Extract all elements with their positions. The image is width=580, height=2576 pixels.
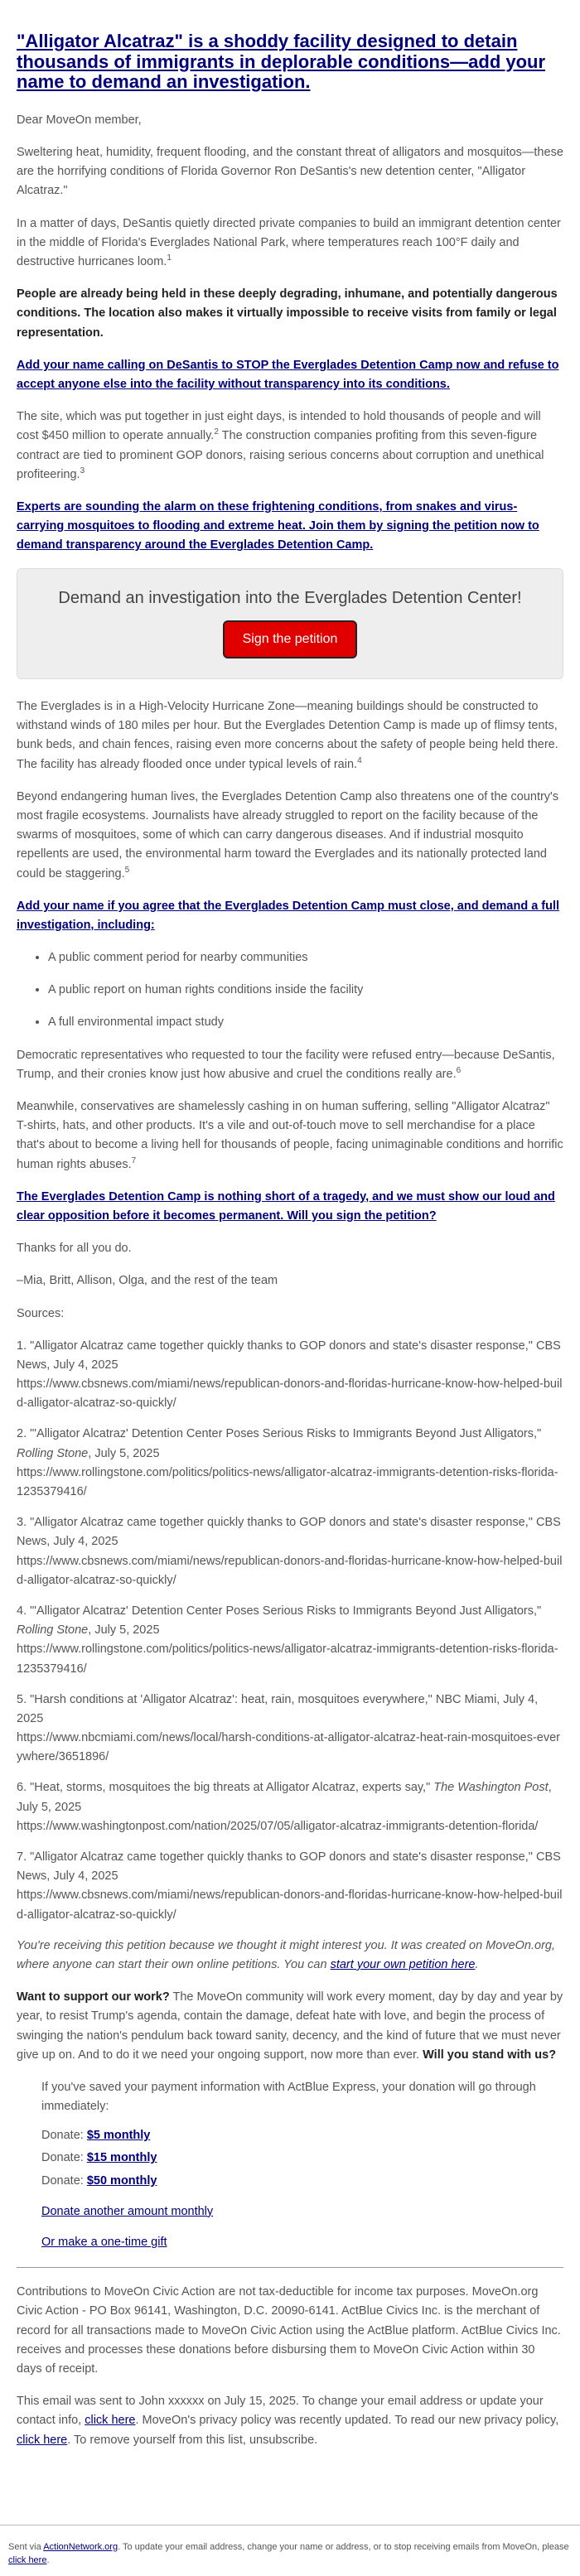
footnote-ref: 3 (80, 466, 85, 475)
source-number: 7. (17, 1850, 27, 1864)
donate-line (41, 2149, 563, 2168)
support-body: The MoveOn community will work every moment, day by day and year by year, to resist Trump's agenda, contain the damage, defeat hate with love, and begin the process of swinging the nation's pendulum back toward sanity, decency, and the kind of future that we must never give up on. And to do it we need your ongoing support, now more than ever. (17, 1990, 563, 2062)
paragraph-text: The construction companies profiting from this seven-figure contract are tied to prominent GOP donors, raising serious concerns about corruption and unethical profiteering. (17, 429, 544, 481)
greeting: Dear MoveOn member, (17, 113, 142, 127)
footnote-ref: 7 (131, 1155, 137, 1165)
donate-line (41, 2172, 563, 2191)
support-paragraph (17, 1988, 563, 2065)
source-publication: Rolling Stone (17, 1446, 89, 1460)
donate-5-monthly-link[interactable]: $5 monthly (86, 2129, 151, 2143)
action-network-link[interactable]: ActionNetwork.org (43, 2541, 118, 2552)
cta-tragedy (17, 1188, 563, 1226)
source-title: "'Alligator Alcatraz' Detention Center Poses Serious Risks to Immigrants Beyond Just Alligators," (30, 1427, 542, 1441)
source-url: https://www.cbsnews.com/miami/news/republican-donors-and-floridas-hurricane-know-how-helped-build-alligator-alcatraz-so-quickly/ (17, 1377, 563, 1411)
source-publication: CBS News (17, 1516, 561, 1549)
source-url: https://www.washingtonpost.com/nation/2025/07/05/alligator-alcatraz-immigrants-detention-florida/ (17, 1819, 539, 1833)
source-item: 1. "Alligator Alcatraz came together quickly thanks to GOP donors and state's disaster response," CBS News, July 4, 2025 https://www.cbsnews.com/miami/news/republican-donors-and-floridas-hurricane-know-how-helped-build-alligator-alcatraz-so-quickly/ (17, 1339, 563, 1411)
source-item: 5. "Harsh conditions at 'Alligator Alcatraz': heat, rain, mosquitoes everywhere," NBC Miami, July 4, 2025 https://www.nbcmiami.com/news/local/harsh-conditions-at-alligator-alcatraz-heat-rain-mosquitoes-everywhere/3651896/ (17, 1692, 560, 1764)
donate-50-monthly-link[interactable]: $50 monthly (86, 2173, 157, 2188)
sources-list (17, 1337, 563, 1925)
donate-line (41, 2126, 563, 2145)
donate-other-amount-link[interactable]: Donate another amount monthly (41, 2204, 214, 2218)
paragraph-cost (17, 408, 563, 485)
source-publication: Rolling Stone (17, 1623, 89, 1638)
source-url: https://www.cbsnews.com/miami/news/republican-donors-and-floridas-hurricane-know-how-helped-build-alligator-alcatraz-so-quickly/ (17, 1889, 563, 1922)
start-petition-link[interactable]: start your own petition here (330, 1957, 476, 1971)
source-title: "Heat, storms, mosquitoes the big threats at Alligator Alcatraz, experts say," (30, 1781, 431, 1795)
source-item: 4. "'Alligator Alcatraz' Detention Center Poses Serious Risks to Immigrants Beyond Just Alligators," Rolling Stone, July 5, 2025 https://www.rollingstone.com/politics/politics-news/alligator-alcatraz-immigrants-detention-risks-florida-1235379416/ (17, 1604, 558, 1676)
donate-once-line (41, 2233, 563, 2252)
cta-stop-camp-link[interactable]: Add your name calling on DeSantis to STOP the Everglades Detention Camp now and refuse to accept anyone else into the facility without transparency into its conditions. (17, 358, 559, 391)
headline-link[interactable]: "Alligator Alcatraz" is a shoddy facility designed to detain thousands of immigrants in deplorable conditions—add your name to demand an investigation. (17, 31, 546, 93)
donate-prefix: Donate: (41, 2173, 87, 2188)
footer-text: . To update your email address, change your name or address, or to stop receiving emails from MoveOn, please (118, 2541, 569, 2552)
source-publication: CBS News (17, 1850, 561, 1884)
one-time-gift-link[interactable]: Or make a one-time gift (41, 2236, 167, 2250)
footer-text: . (46, 2555, 50, 2566)
receiving-note-text: You're receiving this petition because we thought it might interest you. It was created on MoveOn.org, where anyone can start their own online petitions. You can (17, 1938, 555, 1971)
source-item: 2. "'Alligator Alcatraz' Detention Center Poses Serious Risks to Immigrants Beyond Just Alligators," Rolling Stone, July 5, 2025 https://www.rollingstone.com/politics/politics-news/alligator-alcatraz-immigrants-detention-risks-florida-1235379416/ (17, 1427, 558, 1499)
footer (0, 2525, 580, 2576)
support-lead: Want to support our work? (17, 1990, 170, 2004)
source-date: July 5, 2025 (94, 1446, 160, 1460)
source-title: "Harsh conditions at 'Alligator Alcatraz': heat, rain, mosquitoes everywhere," (30, 1692, 433, 1706)
receiving-note-end: . (475, 1957, 479, 1971)
source-number: 5. (17, 1692, 27, 1706)
source-url: https://www.rollingstone.com/politics/politics-news/alligator-alcatraz-immigrants-detention-risks-florida-1235379416/ (17, 1643, 558, 1676)
paragraph-text: The site, which was put together in just eight days, is intended to hold thousands of people and will cost $450 million to operate annually. (17, 410, 541, 443)
donate-block (17, 2078, 563, 2252)
paragraph-refused-entry (17, 1046, 563, 1084)
source-date: July 4, 2025 (53, 1358, 118, 1372)
source-date: July 4, 2025 (17, 1692, 539, 1725)
paragraph-ecosystem (17, 788, 563, 884)
donate-other-line (41, 2202, 563, 2221)
footnote-ref: 4 (357, 755, 362, 765)
footer-click-here-link[interactable]: click here (8, 2555, 47, 2566)
legal-disclaimer: Contributions to MoveOn Civic Action are not tax-deductible for income tax purposes. MoveOn.org Civic Action - PO Box 96141, Washington, D.C. 20090-6141. ActBlue Civics Inc. is the merchant of record for all transactions made to MoveOn Civic Action using the ActBlue platform. ActBlue Civics Inc. receives and processes these donations before disbursing them to MoveOn Civic Action within 30 days of receipt. (17, 2285, 561, 2376)
paragraph-hurricane (17, 697, 563, 774)
paragraph-text: In a matter of days, DeSantis quietly directed private companies to build an immigrant detention center in the middle of Florida's Everglades National Park, where temperatures reach 100°F daily and destructive hurricanes loom. (17, 216, 561, 268)
signoff: –Mia, Britt, Allison, Olga, and the rest of the team (17, 1274, 278, 1288)
list-item: • A public report on human rights conditions inside the facility (48, 981, 563, 1000)
cta-experts (17, 498, 563, 556)
footer-text: Sent via (8, 2541, 44, 2552)
petition-box (17, 568, 563, 679)
cta-investigation (17, 897, 563, 935)
sign-petition-button[interactable]: Sign the petition (223, 620, 358, 658)
list-item: • A public comment period for nearby communities (48, 948, 563, 967)
source-title: "Alligator Alcatraz came together quickly thanks to GOP donors and state's disaster response," (30, 1339, 533, 1353)
footnote-ref: 5 (124, 865, 130, 875)
source-publication: The Washington Post (433, 1781, 549, 1795)
sent-to-text: . MoveOn's privacy policy was recently updated. To read our new privacy policy, (135, 2414, 559, 2428)
headline (17, 31, 563, 93)
source-date: July 4, 2025 (53, 1535, 118, 1549)
donate-prefix: Donate: (41, 2151, 87, 2165)
source-item: 6. "Heat, storms, mosquitoes the big threats at Alligator Alcatraz, experts say," The Washington Post, July 5, 2025 https://www.washingtonpost.com/nation/2025/07/05/alligator-alcatraz-immigrants-detention-florida/ (17, 1781, 552, 1833)
footnote-ref: 6 (456, 1066, 462, 1076)
cta-investigation-link[interactable]: Add your name if you agree that the Everglades Detention Camp must close, and demand a full investigation, including: (17, 899, 560, 932)
paragraph-construction (17, 215, 563, 273)
sources-label: Sources: (17, 1306, 65, 1320)
divider (17, 2267, 563, 2268)
source-number: 3. (17, 1516, 27, 1530)
list-item: • A full environmental impact study (48, 1013, 563, 1032)
paragraph-text: Meanwhile, conservatives are shamelessly cashing in on human suffering, selling "Alligator Alcatraz" T-shirts, hats, and other products. It's a vile and out-of-touch move to sell merchandise for a place that's about to become a living hell for thousands of people, facing unimaginable conditions and horrific human rights abuses. (17, 1100, 563, 1171)
paragraph-merchandise (17, 1097, 563, 1175)
source-title: "'Alligator Alcatraz' Detention Center Poses Serious Risks to Immigrants Beyond Just Alligators," (30, 1604, 542, 1618)
sent-to-text: This email was sent to John xxxxxx on July 15, 2025. To change your email address or update your contact info, (17, 2395, 544, 2428)
source-item: 7. "Alligator Alcatraz came together quickly thanks to GOP donors and state's disaster response," CBS News, July 4, 2025 https://www.cbsnews.com/miami/news/republican-donors-and-floridas-hurricane-know-how-helped-build-alligator-alcatraz-so-quickly/ (17, 1850, 563, 1922)
sent-to-text: . To remove yourself from this list, unsubscribe. (67, 2433, 318, 2447)
source-date: July 5, 2025 (94, 1623, 160, 1638)
donate-prefix: Donate: (41, 2129, 87, 2143)
cta-stop-camp (17, 356, 563, 394)
donate-intro: If you've saved your payment information with ActBlue Express, your donation will go through immediately: (41, 2080, 536, 2114)
support-end: Will you stand with us? (423, 2048, 557, 2062)
source-date: July 5, 2025 (17, 1800, 82, 1814)
source-date: July 4, 2025 (53, 1869, 118, 1884)
source-publication: CBS News (17, 1339, 561, 1372)
source-publication: NBC Miami (435, 1692, 497, 1706)
cta-experts-link[interactable]: Experts are sounding the alarm on these frightening conditions, from snakes and virus-carrying mosquitoes to flooding and extreme heat. Join them by signing the petition now to demand transparency around the Everglades Detention Camp. (17, 499, 539, 552)
donate-15-monthly-link[interactable]: $15 monthly (86, 2151, 157, 2165)
source-title: "Alligator Alcatraz came together quickly thanks to GOP donors and state's disaster response," (30, 1516, 533, 1530)
demands-list (17, 948, 563, 1033)
source-url: https://www.nbcmiami.com/news/local/harsh-conditions-at-alligator-alcatraz-heat-rain-mosquitoes-everywhere/3651896/ (17, 1731, 560, 1764)
paragraph-text: Beyond endangering human lives, the Everglades Detention Camp also threatens one of the country's most fragile ecosystems. Journalists have already struggled to report on the facility because of the swarms of mosquitoes, some of which can carry dangerous diseases. And if industrial mosquito repellents are used, the environmental harm toward the Everglades and its nationally protected land could be staggering. (17, 789, 559, 880)
petition-box-title: Demand an investigation into the Everglades Detention Center! (58, 589, 522, 608)
paragraph-conditions: People are already being held in these deeply degrading, inhumane, and potentially dangerous conditions. The location also makes it virtually impossible to receive visits from family or legal representation. (17, 287, 558, 340)
receiving-note (17, 1937, 563, 1975)
source-number: 4. (17, 1604, 27, 1618)
source-number: 1. (17, 1339, 27, 1353)
source-number: 2. (17, 1427, 27, 1441)
source-url: https://www.rollingstone.com/politics/politics-news/alligator-alcatraz-immigrants-detention-risks-florida-1235379416/ (17, 1465, 558, 1499)
update-contact-link[interactable]: click here (85, 2414, 136, 2428)
source-item: 3. "Alligator Alcatraz came together quickly thanks to GOP donors and state's disaster response," CBS News, July 4, 2025 https://www.cbsnews.com/miami/news/republican-donors-and-floridas-hurricane-know-how-helped-build-alligator-alcatraz-so-quickly/ (17, 1516, 563, 1587)
source-number: 6. (17, 1781, 27, 1795)
source-url: https://www.cbsnews.com/miami/news/republican-donors-and-floridas-hurricane-know-how-helped-build-alligator-alcatraz-so-quickly/ (17, 1554, 563, 1587)
paragraph-text: Democratic representatives who requested to tour the facility were refused entry—because DeSantis, Trump, and their cronies know just how abusive and cruel the conditions really are. (17, 1048, 555, 1081)
footnote-ref: 2 (214, 427, 219, 437)
paragraph-text: The Everglades is in a High-Velocity Hurricane Zone—meaning buildings should be constructed to withstand winds of 180 miles per hour. But the Everglades Detention Camp is made up of flimsy tents, bunk beds, and chain fences, raising even more concerns about the safety of people being held there. The facility has already flooded once under typical levels of rain. (17, 700, 558, 771)
sent-to-notice (17, 2392, 563, 2450)
cta-tragedy-link[interactable]: The Everglades Detention Camp is nothing short of a tragedy, and we must show our loud and clear opposition before it becomes permanent. Will you sign the petition? (17, 1189, 555, 1223)
footnote-ref: 1 (167, 253, 172, 263)
source-title: "Alligator Alcatraz came together quickly thanks to GOP donors and state's disaster response," (30, 1850, 533, 1864)
paragraph-intro: Sweltering heat, humidity, frequent flooding, and the constant threat of alligators and mosquitos—these are the horrifying conditions of Florida Governor Ron DeSantis's new detention center, "Alligator Alcatraz." (17, 146, 563, 198)
thanks: Thanks for all you do. (17, 1242, 132, 1256)
privacy-policy-link[interactable]: click here (17, 2433, 68, 2447)
